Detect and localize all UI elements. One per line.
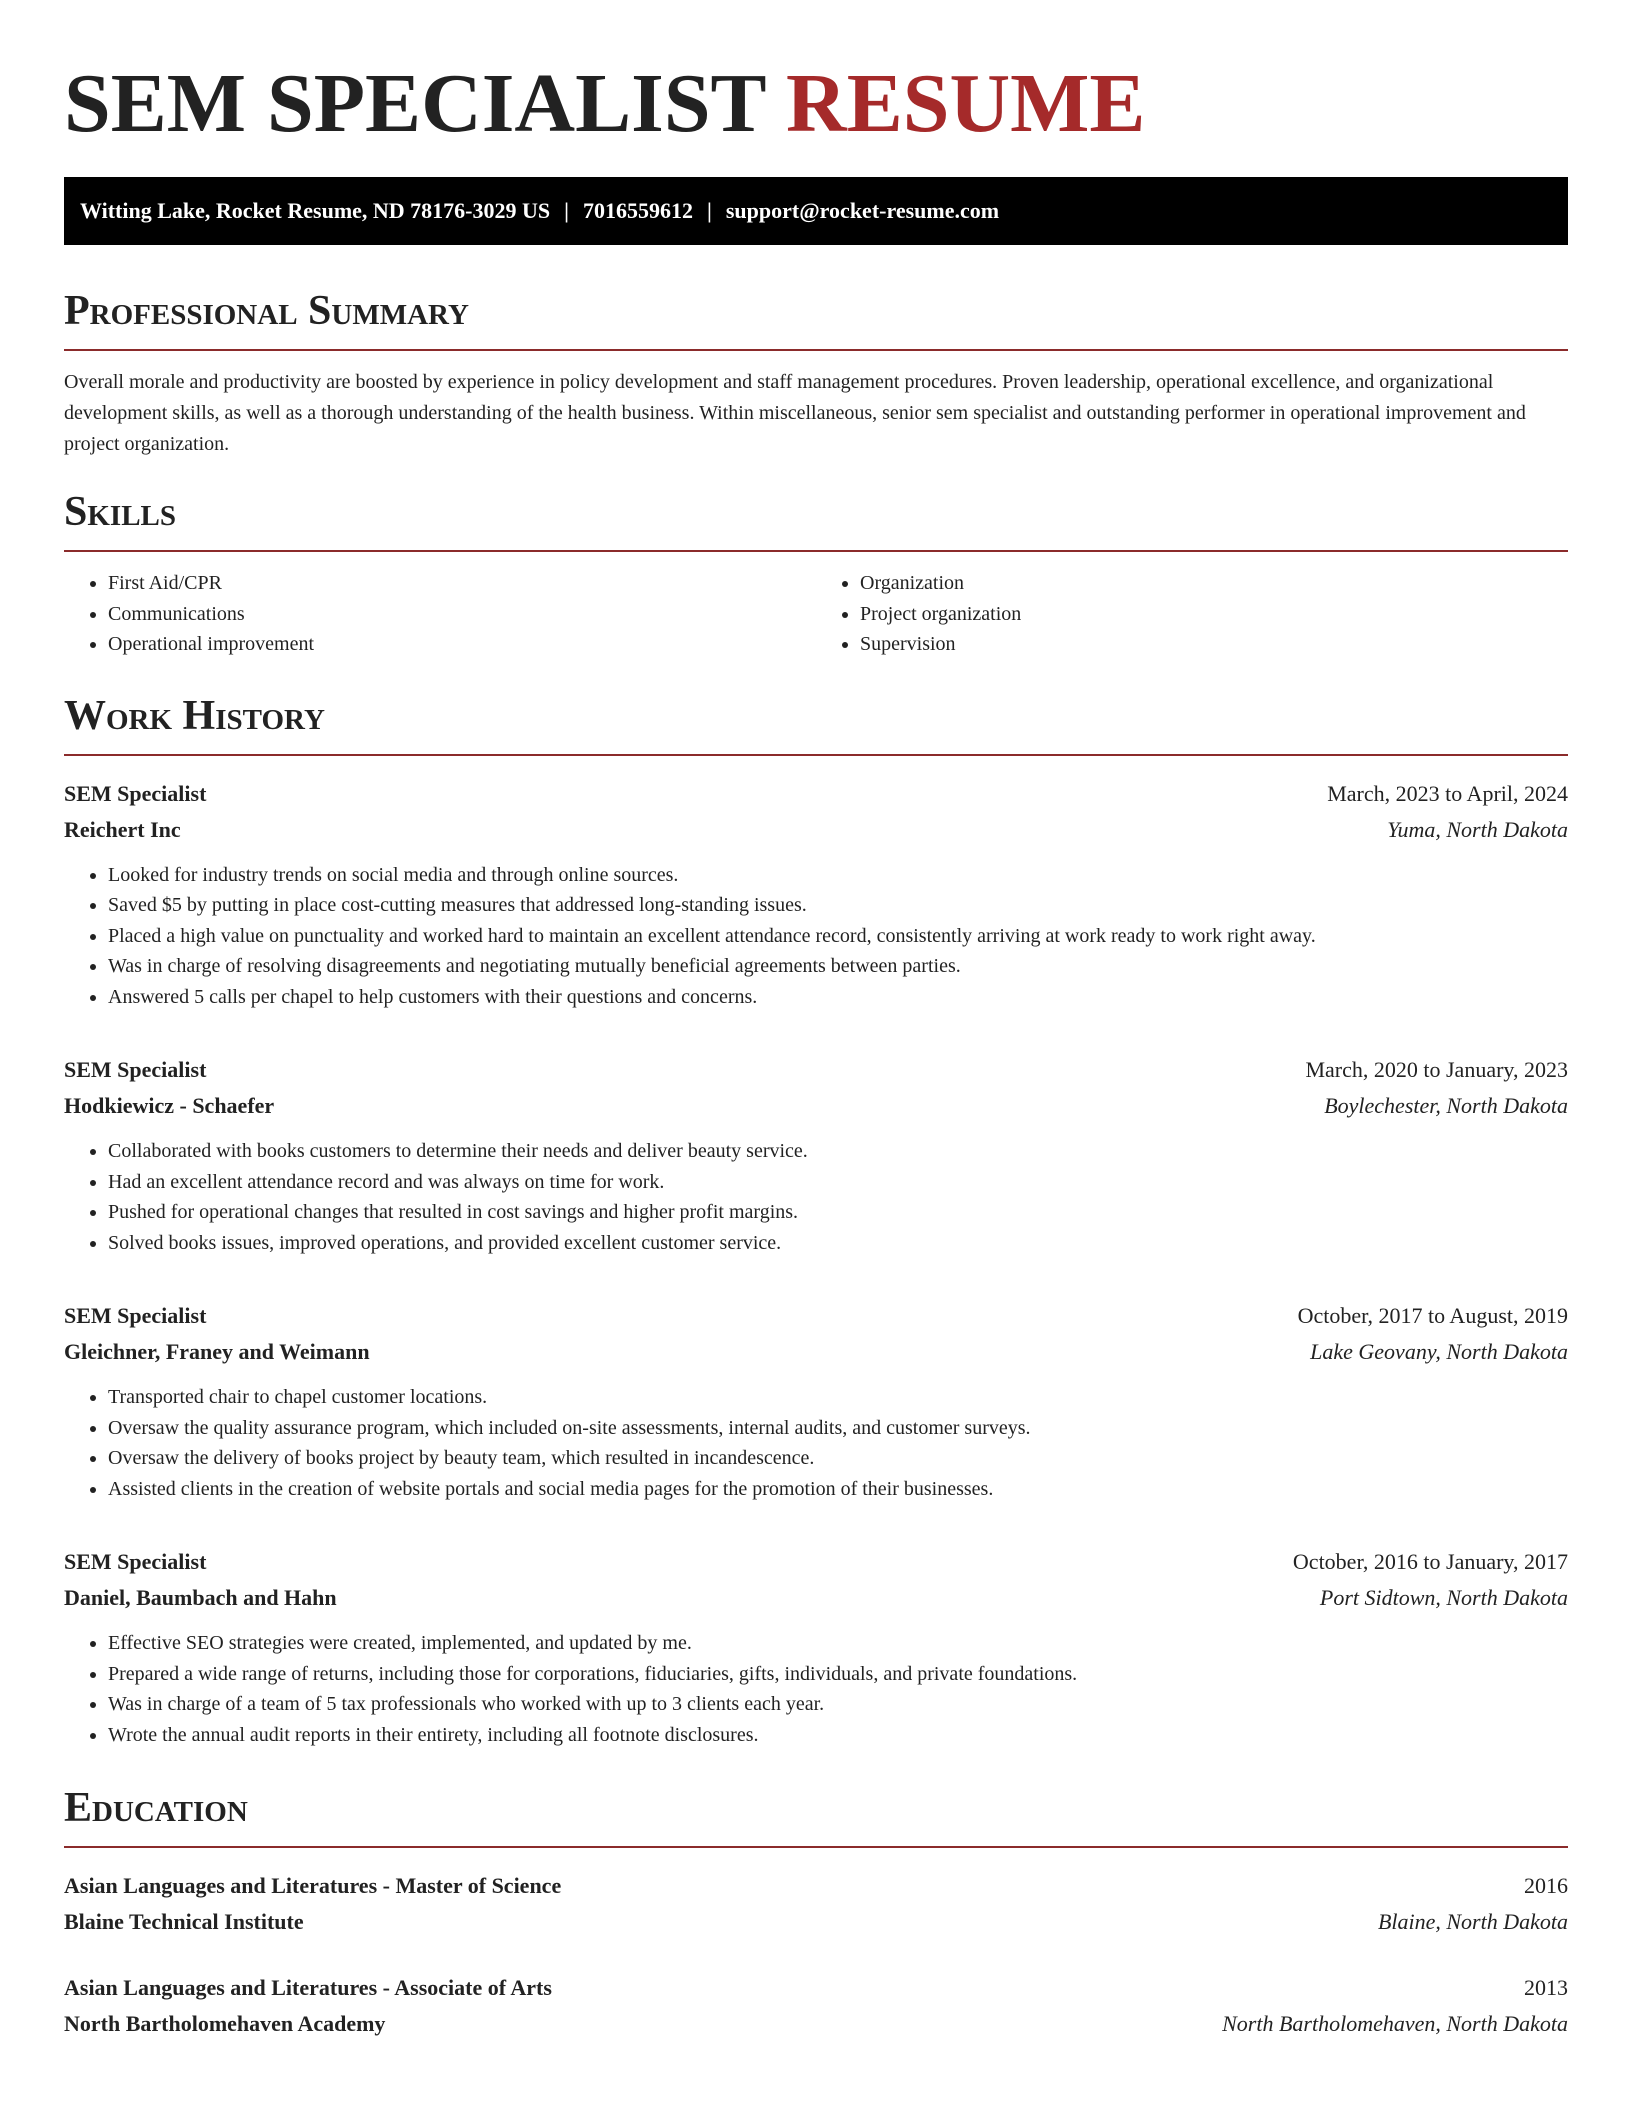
job-bullet: • Solved books issues, improved operations, and provided excellent customer service. [108, 1228, 1568, 1259]
education-degree-row [64, 1870, 1568, 1902]
education-school: Blaine Technical Institute [64, 1909, 304, 1934]
contact-email[interactable]: support@rocket-resume.com [725, 198, 1000, 223]
job-company-row [64, 814, 1568, 846]
education-degree: Asian Languages and Literatures - Associate of Arts [64, 1975, 552, 2000]
job-company-row [64, 1582, 1568, 1614]
contact-bar [64, 177, 1568, 245]
job-bullet: • Placed a high value on punctuality and worked hard to maintain an excellent attendance record, consistently arriving at work ready to work right away. [108, 921, 1568, 952]
job-bullets [64, 1136, 1568, 1258]
summary-text: Overall morale and productivity are boosted by experience in policy development and staff management procedures. Proven leadership, operational excellence, and organizational development skills, as well as a thorough understanding of the health business. Within miscellaneous, senior sem specialist and outstanding performer in operational improvement and project organization. [64, 371, 1526, 455]
job-dates: March, 2020 to January, 2023 [1305, 1057, 1568, 1082]
skill-item: • First Aid/CPR [108, 568, 816, 599]
job-bullet: • Assisted clients in the creation of website portals and social media pages for the promotion of their businesses. [108, 1474, 1568, 1505]
job-dates: October, 2017 to August, 2019 [1297, 1303, 1568, 1328]
job-bullet: • Was in charge of a team of 5 tax professionals who worked with up to 3 clients each year. [108, 1689, 1568, 1720]
job-company-row [64, 1090, 1568, 1122]
job-company: Daniel, Baumbach and Hahn [64, 1585, 337, 1610]
education-school-row [64, 1906, 1568, 1938]
skill-item: • Operational improvement [108, 629, 816, 660]
education-school: North Bartholomehaven Academy [64, 2011, 386, 2036]
job-bullets [64, 860, 1568, 1013]
job-location: Boylechester, North Dakota [1324, 1093, 1568, 1118]
contact-phone[interactable]: 7016559612 [583, 198, 693, 223]
education-location: North Bartholomehaven, North Dakota [1222, 2011, 1568, 2036]
job-company: Reichert Inc [64, 816, 181, 842]
job-bullet: • Collaborated with books customers to determine their needs and deliver beauty service. [108, 1136, 1568, 1167]
job-bullet: • Oversaw the delivery of books project by beauty team, which resulted in incandescence. [108, 1443, 1568, 1474]
job-bullet: • Oversaw the quality assurance program, which included on-site assessments, internal audits, and customer surveys. [108, 1413, 1568, 1444]
skills-column-left [64, 568, 816, 660]
job-company: Gleichner, Franey and Weimann [64, 1339, 370, 1364]
contact-separator: | [564, 198, 569, 223]
job-bullet: • Transported chair to chapel customer locations. [108, 1382, 1568, 1413]
job-header-row [64, 1546, 1568, 1578]
education-year: 2013 [1524, 1975, 1568, 2000]
job-entry [64, 778, 1568, 1013]
skills-column-right [816, 568, 1568, 660]
job-bullet: • Saved $5 by putting in place cost-cutting measures that addressed long-standing issues. [108, 890, 1568, 921]
education-degree-row [64, 1972, 1568, 2004]
skill-item: • Communications [108, 599, 816, 630]
education-location: Blaine, North Dakota [1377, 1909, 1568, 1934]
job-dates: October, 2016 to January, 2017 [1292, 1549, 1568, 1574]
skill-item: • Supervision [860, 629, 1568, 660]
job-role: SEM Specialist [64, 1303, 207, 1328]
job-bullet: • Had an excellent attendance record and was always on time for work. [108, 1167, 1568, 1198]
skill-item: • Project organization [860, 599, 1568, 630]
contact-address: Witting Lake, Rocket Resume, ND 78176-3029 US [80, 198, 551, 223]
education-heading: Education [64, 1784, 1568, 1848]
skills-heading: Skills [64, 488, 1568, 552]
contact-separator: | [707, 198, 712, 223]
job-header-row [64, 1054, 1568, 1086]
skills-list [64, 568, 1568, 660]
job-bullet: • Answered 5 calls per chapel to help customers with their questions and concerns. [108, 982, 1568, 1013]
work-history-heading: Work History [64, 692, 1568, 756]
job-location: Port Sidtown, North Dakota [1319, 1585, 1568, 1610]
education-degree: Asian Languages and Literatures - Master of Science [64, 1873, 562, 1898]
job-bullet: • Looked for industry trends on social media and through online sources. [108, 860, 1568, 891]
job-entry [64, 1546, 1568, 1750]
job-bullet: • Prepared a wide range of returns, including those for corporations, fiduciaries, gifts, individuals, and private foundations. [108, 1659, 1568, 1690]
job-company-row [64, 1336, 1568, 1368]
job-header-row [64, 778, 1568, 810]
job-location: Yuma, North Dakota [1387, 816, 1568, 842]
job-role: SEM Specialist [64, 1057, 207, 1082]
education-school-row [64, 2008, 1568, 2040]
title-main: SEM SPECIALIST [64, 57, 766, 150]
education-year: 2016 [1524, 1873, 1568, 1898]
education-entry [64, 1870, 1568, 1938]
summary-heading: Professional Summary [64, 287, 1568, 351]
job-header-row [64, 1300, 1568, 1332]
job-dates: March, 2023 to April, 2024 [1327, 780, 1568, 806]
job-role: SEM Specialist [64, 780, 207, 806]
skill-item: • Organization [860, 568, 1568, 599]
job-role: SEM Specialist [64, 1549, 207, 1574]
job-bullets [64, 1628, 1568, 1750]
job-entry [64, 1054, 1568, 1258]
title-accent: RESUME [786, 57, 1146, 150]
job-bullet: • Effective SEO strategies were created, implemented, and updated by me. [108, 1628, 1568, 1659]
job-bullets [64, 1382, 1568, 1504]
job-bullet: • Pushed for operational changes that resulted in cost savings and higher profit margins. [108, 1197, 1568, 1228]
resume-title [64, 0, 1568, 152]
education-entry [64, 1972, 1568, 2040]
job-location: Lake Geovany, North Dakota [1310, 1339, 1568, 1364]
job-bullet: • Was in charge of resolving disagreements and negotiating mutually beneficial agreements between parties. [108, 951, 1568, 982]
job-bullet: • Wrote the annual audit reports in their entirety, including all footnote disclosures. [108, 1720, 1568, 1751]
job-entry [64, 1300, 1568, 1504]
job-company: Hodkiewicz - Schaefer [64, 1093, 275, 1118]
